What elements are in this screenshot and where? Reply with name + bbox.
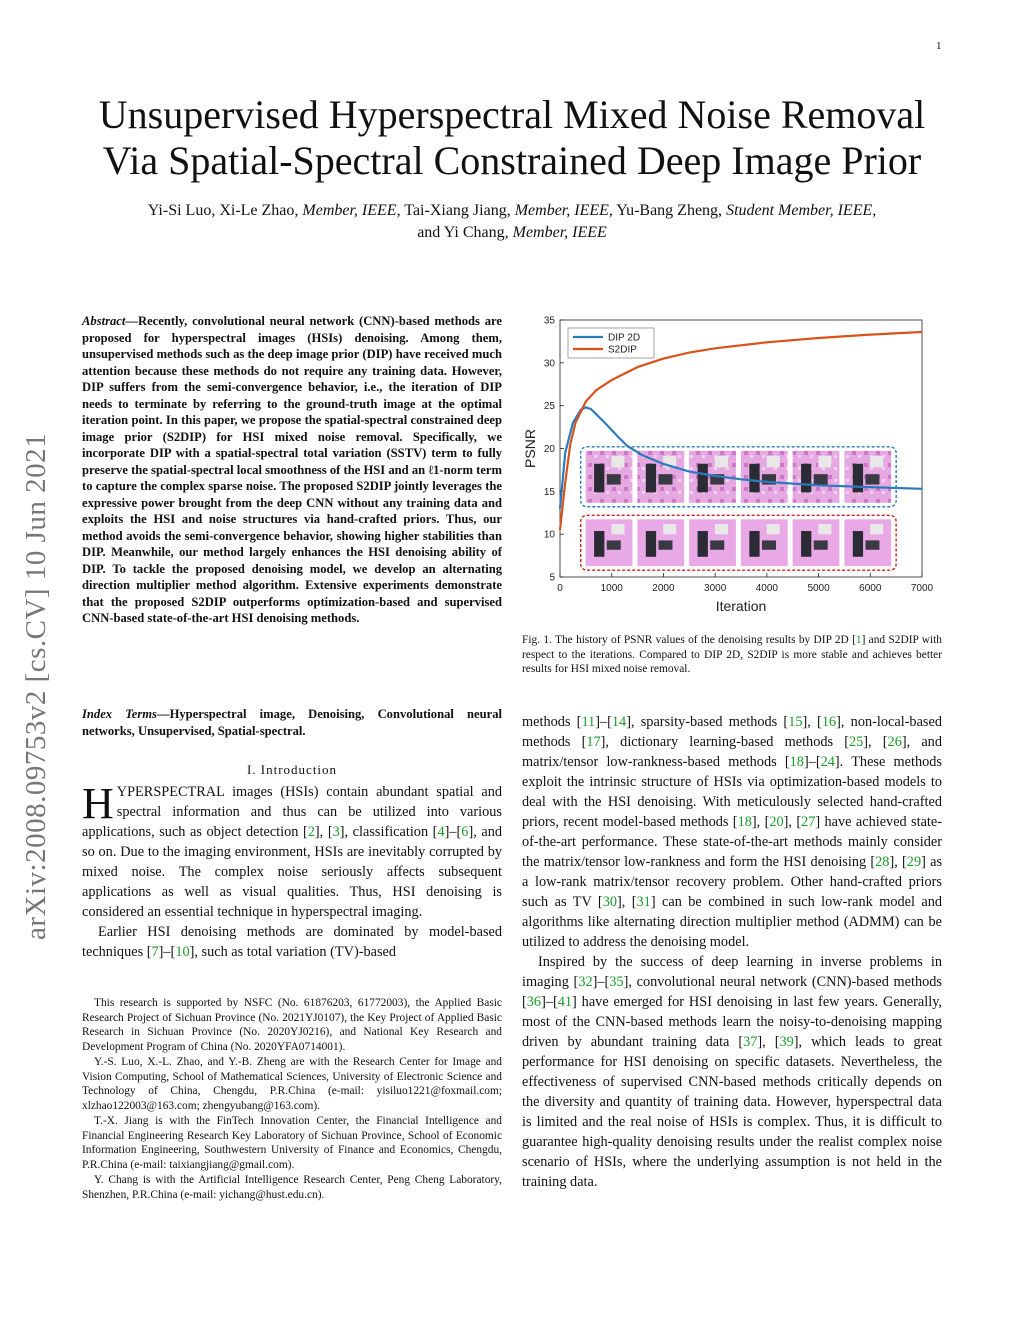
thumb-shape [710,540,724,549]
footnotes [82,996,502,1203]
x-tick-label: 1000 [600,583,623,594]
data-point [575,422,577,424]
citation-link[interactable]: 36 [526,994,542,1010]
citation-link[interactable]: 24 [820,754,835,770]
text-run: ], convolutional neural network (CNN)-based methods [ [522,974,942,1010]
author-names-3: , Yu-Bang Zheng, [608,202,727,219]
text-run: ], sparsity-based methods [ [626,714,789,730]
data-point [564,452,566,454]
x-tick-label: 7000 [910,583,934,594]
data-point [595,389,597,391]
thumb-shape [865,540,879,549]
text-run: ]. These methods exploit the intrinsic structure of HSIs via optimization-based models to deal with the HSI denoising. With meticulously selected hand-crafted priors, recent model-based methods [ [522,754,942,830]
thumb-shape [594,531,604,557]
abstract-lead: Abstract [82,314,126,328]
citation-link[interactable]: 17 [586,734,601,750]
text-run: ], [ [889,854,907,870]
citation-link[interactable]: 7 [151,944,159,960]
thumb-shape [767,524,780,534]
citation-link[interactable]: 31 [636,894,651,910]
text-run: ]–[ [803,754,821,770]
thumb-shape [658,474,672,484]
text-run: ], [ [802,714,822,730]
data-point [572,422,574,424]
data-point [616,435,618,437]
thumb-shape [715,456,728,467]
data-point [595,413,597,415]
text-run: ], which leads to great performance for HSI denoising on specific datasets. Nevertheless, the effectiveness of supervised CNN-based methods critically depends on the diversity and quantity of training data. However, hyperspectral data is limited and the real noise of HSIs is complex. Thus, it is difficult to guarantee high-quality denoising results under the realist complex noise scenario of HSIs, where the underlying assumption is not held in the training data. [522,1034,943,1190]
thumb-shape [646,464,656,493]
footnote-funding: This research is supported by NSFC (No. 61876203, 61772003), the Applied Basic Research Project of Sichuan Province (No. 2021YJ0107), the Key Project of Applied Basic Research in Sichuan Province (No. 2020YJ0216), and National Key Research and Development Program of China (No. 2020YFA0714001). [82,997,502,1053]
text-run: ], [ [314,824,333,840]
text-run: ], [ [783,814,802,830]
x-tick-label: 0 [557,583,563,594]
text-run: ], and matrix/tensor low-rankness-based methods [ [522,734,942,770]
thumb-shape [607,540,621,549]
chart-insets [581,447,896,570]
text-run: ]–[ [541,994,558,1010]
text-run: YPERSPECTRAL images (HSIs) contain abundant spatial and spectral information and thus can be utilized into various applications, such as object detection [ [82,784,502,840]
data-point [714,475,716,477]
thumb-shape [818,456,831,467]
figure-1 [515,305,935,630]
author-role-2: Member, IEEE [514,202,609,219]
citation-link[interactable]: 18 [789,754,804,770]
y-tick-label: 35 [543,315,555,327]
citation-link[interactable]: 20 [769,814,784,830]
abstract [82,313,502,627]
thumb-shape [801,531,811,557]
thumb-shape [715,524,728,534]
data-point [869,486,871,488]
legend-label: DIP 2D [608,332,641,344]
section-heading: I. Introduction [246,762,338,777]
author-role-4: Member, IEEE [512,224,607,241]
text-run: ], [ [757,1034,780,1050]
footnote-affiliation-1: Y.-S. Luo, X.-L. Zhao, and Y.-B. Zheng are with the Research Center for Image and Vision Computing, School of Mathematical Sciences, University of Electronic Science and Technology of China, Chengdu, P.R.China (e-mail: yisiluo1221@foxmail.com; xlzhao122003@163.com; zhengyubang@163.com). [82,1056,502,1112]
thumb-shape [607,474,621,484]
thumb-shape [814,474,828,484]
text-run: ] and S2DIP with respect to the iterations. Compared to DIP 2D, S2DIP is more stable and achieves better results for HSI mixed noise removal. [522,634,942,675]
x-tick-label: 6000 [859,583,882,594]
text-run: ]–[ [595,714,612,730]
thumb-shape [594,464,604,493]
thumb-shape [762,540,776,549]
citation-link[interactable]: 39 [779,1034,794,1050]
citation-link[interactable]: 26 [887,734,902,750]
citation-link[interactable]: 4 [437,824,445,840]
citation-link[interactable]: 14 [611,714,627,730]
text-run: ] as a low-rank matrix/tensor recovery problem. Other hand-crafted priors such as TV [ [522,854,943,910]
thumb-shape [698,464,708,493]
citation-link[interactable]: 30 [602,894,617,910]
author-names-4: and Yi Chang, [417,224,513,241]
psnr-chart [515,305,935,625]
data-point [740,479,742,481]
data-point [869,334,871,336]
y-tick-label: 10 [543,529,555,541]
thumb-shape [698,531,708,557]
data-point [637,366,639,368]
citation-link[interactable]: 25 [848,734,864,750]
y-axis-label: PSNR [522,429,538,468]
text-run: ]–[ [592,974,610,990]
author-list [60,200,964,244]
citation-link[interactable]: 37 [743,1034,758,1050]
index-terms-text: —Hyperspectral image, Denoising, Convolutional neural networks, Unsupervised, Spatial-spectral. [82,707,502,738]
right-paragraph-1 [522,712,942,952]
y-tick-label: 15 [543,486,555,498]
thumb-shape [767,456,780,467]
thumb-shape [646,531,656,557]
paper-title [40,92,984,184]
citation-link[interactable]: 10 [175,944,190,960]
thumb-shape [611,456,624,467]
data-point [559,529,561,531]
citation-link[interactable]: 35 [609,974,624,990]
text-run: ]–[ [444,824,462,840]
data-point [688,471,690,473]
y-tick-label: 20 [543,444,555,455]
data-point [559,508,561,510]
citation-link[interactable]: 3 [332,824,340,840]
y-tick-label: 30 [543,358,555,370]
title-line-1: Unsupervised Hyperspectral Mixed Noise Removal [98,92,926,137]
intro-text [82,779,502,962]
citation-link[interactable]: 6 [461,824,469,840]
text-run: Fig. 1. The history of PSNR values of the denoising results by DIP 2D [ [522,634,856,646]
citation-link[interactable]: 2 [307,824,315,840]
arxiv-stamp: arXiv:2008.09753v2 [cs.CV] 10 Jun 2021 [20,432,52,940]
thumb-shape [853,531,863,557]
data-point [921,488,923,490]
citation-link[interactable]: 16 [821,714,837,730]
intro-paragraph-1 [82,779,502,922]
y-tick-label: 5 [549,572,555,584]
x-tick-label: 5000 [807,583,830,594]
citation-link[interactable]: 32 [578,974,593,990]
thumb-shape [814,540,828,549]
text-run: ], and so on. Due to the imaging environment, HSIs are inevitably corrupted by mixed noise. The complex noise seriously affects subsequent applications as well as visual qualities. Thus, HSI denoising is considered an essential technique in hyperspectral imaging. [82,824,502,920]
text-run: ] have achieved state-of-the-art performance. These state-of-the-art methods mainly consider the matrix/tensor low-rankness and form the HSI denoising [ [522,814,943,870]
text-run: ], such as total variation (TV)-based [189,944,397,960]
thumb-shape [853,464,863,493]
data-point [585,407,587,409]
citation-link[interactable]: 18 [737,814,752,830]
data-point [663,463,665,465]
text-run: ], [ [617,894,637,910]
citation-link[interactable]: 27 [801,814,816,830]
author-names-1: Yi-Si Luo, Xi-Le Zhao, [147,202,303,219]
data-point [714,347,716,349]
drop-cap: H [82,779,114,828]
author-sep: , [872,202,877,219]
citation-link[interactable]: 41 [557,994,573,1010]
data-point [611,379,613,381]
data-point [766,341,768,343]
text-run: ] can be combined in such low-rank model and algorithms like alternating direction multiplier method (ADMM) can be utilized to address the denoising model. [522,894,943,950]
x-tick-label: 3000 [704,583,727,594]
intro-paragraph-2 [82,922,502,962]
text-run: ] have emerged for HSI denoising in last few years. Generally, most of the CNN-based methods learn the noisy-to-denoising mapping driven by abundant training data [ [522,994,942,1050]
text-run: Earlier HSI denoising methods are dominated by model-based techniques [ [82,924,502,960]
data-point [570,443,572,445]
thumb-shape [658,540,672,549]
data-point [818,485,820,487]
y-tick-label: 25 [543,401,555,413]
thumb-shape [663,524,676,534]
thumb-shape [818,524,831,534]
data-point [626,445,628,447]
thumb-shape [865,474,879,484]
citation-link[interactable]: 29 [906,854,922,870]
data-point [585,401,587,403]
page-number: 1 [936,40,942,52]
thumb-shape [749,531,759,557]
chart-legend [568,328,654,358]
data-point [606,424,608,426]
x-tick-label: 4000 [755,583,778,594]
data-point [818,337,820,339]
thumb-shape [749,464,759,493]
author-names-2: , Tai-Xiang Jiang, [396,202,515,219]
text-run: Inspired by the success of deep learning in inverse problems in imaging [ [522,954,942,990]
author-role-1: Member, IEEE [302,202,397,219]
text-run: ], [ [751,814,770,830]
index-terms [82,706,502,739]
text-run: methods [ [522,714,582,730]
data-point [688,352,690,354]
data-point [590,408,592,410]
figure-caption [522,633,942,677]
data-point [663,358,665,360]
citation-link[interactable]: 11 [581,714,596,730]
citation-link[interactable]: 1 [855,634,862,646]
footnote-affiliation-3: Y. Chang is with the Artificial Intelligence Research Center, Peng Cheng Laboratory, Shenzhen, P.R.China (e-mail: yichang@hust.edu.cn). [82,1174,502,1201]
text-run: ], non-local-based methods [ [522,714,942,750]
data-point [642,455,644,457]
citation-link[interactable]: 28 [875,854,890,870]
data-point [792,483,794,485]
title-line-2: Via Spatial-Spectral Constrained Deep Image Prior [102,138,922,183]
text-run: ], dictionary learning-based methods [ [600,734,849,750]
data-point [766,481,768,483]
x-tick-label: 2000 [652,583,675,594]
thumb-shape [870,524,883,534]
right-paragraph-2 [522,952,942,1192]
data-point [921,331,923,333]
author-role-3: Student Member, IEEE [726,202,873,219]
footnote-affiliation-2: T.-X. Jiang is with the FinTech Innovation Center, the Financial Intelligence and Financial Engineering Research Key Laboratory of Sichuan Province, School of Economic Information Engineering, Southwestern University of Finance and Economics, Chengdu, P.R.China (e-mail: taixiangjiang@gmail.com). [82,1115,502,1171]
abstract-text: —Recently, convolutional neural network (CNN)-based methods are proposed for hyperspectral images (HSIs) denoising. Among them, unsupervised methods such as the deep image prior (DIP) have received much attention because these methods do not require any training data. However, DIP suffers from the semi-convergence behavior, i.e., the iteration of DIP needs to terminate by referring to the ground-truth image at the optimal iteration point. In this paper, we propose the spatial-spectral constrained deep image prior (S2DIP) for HSI mixed noise removal. Specifically, we incorporate DIP with a spatial-spectral total variation (SSTV) term to fully preserve the spatial-spectral local smoothness of the HSI and an ℓ1-norm term to capture the complex sparse noise. The proposed S2DIP jointly leverages the expressive power brought from the deep CNN without any training data and exploits the HSI and noise structures via hand-crafted priors. Thus, our method avoids the semi-convergence behavior, showing higher stabilities than DIP. Meanwhile, our method largely enhances the HSI denoising ability of DIP. To tackle the proposed denoising model, we develop an alternating direction multiplier method algorithm. Extensive experiments demonstrate that the proposed S2DIP outperforms optimization-based and supervised CNN-based state-of-the-art HSI denoising methods. [82,314,502,625]
thumb-shape [870,456,883,467]
x-axis-label: Iteration [715,598,767,614]
data-point [564,482,566,484]
legend-label: S2DIP [608,344,637,356]
citation-link[interactable]: 15 [788,714,803,730]
thumb-shape [611,524,624,534]
index-terms-lead: Index Terms [82,707,157,721]
text-run: ], classification [ [339,824,438,840]
right-column-text [522,712,942,1192]
thumb-shape [801,464,811,493]
text-run: ], [ [863,734,888,750]
text-run: ]–[ [158,944,176,960]
